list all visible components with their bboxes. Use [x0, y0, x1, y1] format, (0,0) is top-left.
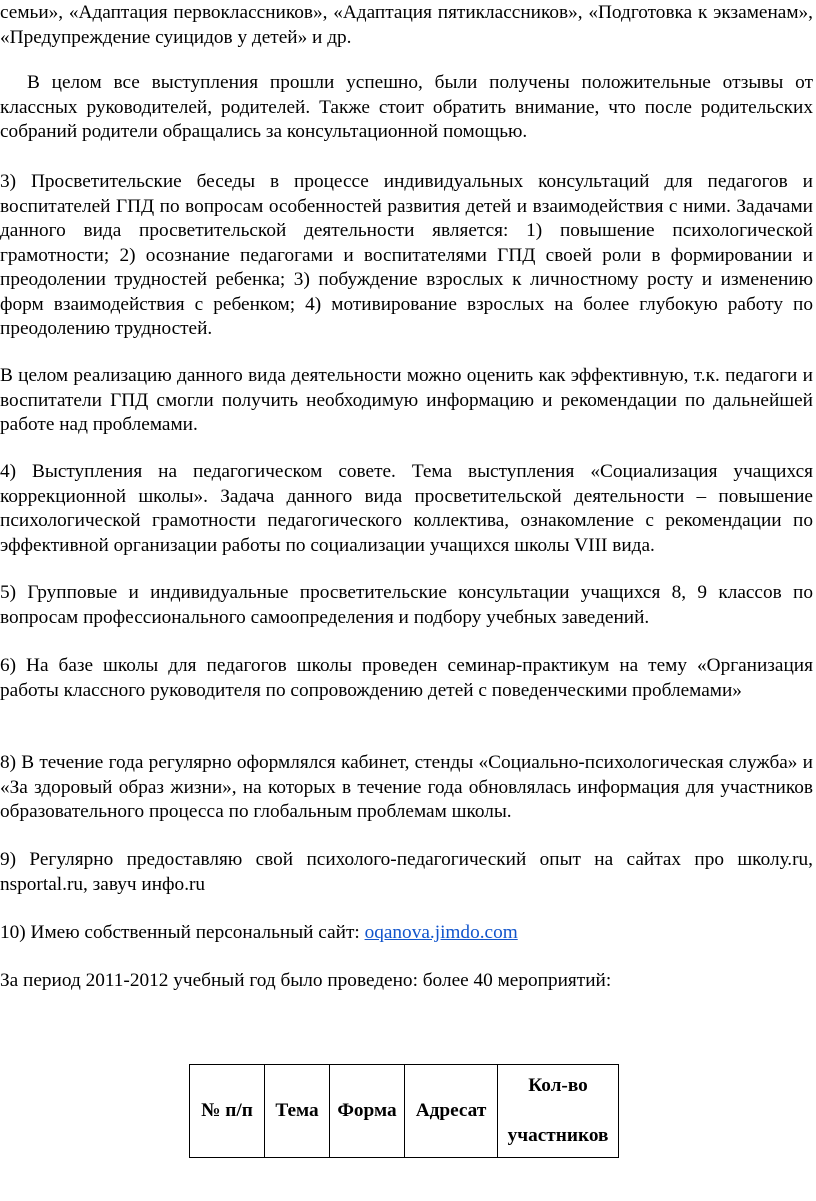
paragraph-item-5: 5) Групповые и индивидуальные просветительские консультации учащихся 8, 9 классов по вопросам профессионального самоопределения и подбору учебных заведений. — [0, 582, 813, 628]
header-addressee: Адресат — [405, 1065, 498, 1158]
paragraph-item-10 — [0, 921, 813, 946]
paragraph-item-6: 6) На базе школы для педагогов школы проведен семинар-практикум на тему «Организация работы классного руководителя по сопровождению детей с поведенческими проблемами» — [0, 655, 813, 701]
item-10-text: 10) Имею собственный персональный сайт: — [0, 922, 365, 943]
paragraph-item-8: 8) В течение года регулярно оформлялся кабинет, стенды «Социально-психологическая служба» и «За здоровый образ жизни», на которых в течение года обновлялась информация для участников образовательного процесса по глобальным проблемам школы. — [0, 752, 813, 822]
header-participants-count — [498, 1065, 619, 1158]
header-number: № п/п — [190, 1065, 265, 1158]
header-form: Форма — [330, 1065, 405, 1158]
events-table — [189, 1064, 619, 1158]
paragraph-item-9: 9) Регулярно предоставляю свой психолого-педагогический опыт на сайтах про школу.ru, nsportal.ru, завуч инфо.ru — [0, 849, 813, 895]
paragraph-events-count: За период 2011-2012 учебный год было проведено: более 40 мероприятий: — [0, 970, 612, 991]
paragraph-intro-continuation: семьи», «Адаптация первоклассников», «Адаптация пятиклассников», «Подготовка к экзаменам», «Предупреждение суицидов у детей» и др. — [0, 2, 813, 48]
personal-site-link[interactable]: oqanova.jimdo.com — [364, 922, 518, 943]
table-header-row — [190, 1065, 619, 1158]
paragraph-speeches-summary: В целом все выступления прошли успешно, были получены положительные отзывы от классных руководителей, родителей. Также стоит обратить внимание, что после родительских собраний родители обращались за консультационной помощью. — [0, 72, 813, 142]
header-topic: Тема — [265, 1065, 330, 1158]
paragraph-item-4: 4) Выступления на педагогическом совете. Тема выступления «Социализация учащихся коррекционной школы». Задача данного вида просветительской деятельности – повышение психологической грамотности педагогического коллектива, ознакомление с рекомендации по эффективной организации работы по социализации учащихся школы VIII вида. — [0, 461, 813, 556]
header-count-line1: Кол-во — [528, 1075, 588, 1096]
header-count-line2: участников — [507, 1125, 609, 1146]
paragraph-effectiveness: В целом реализацию данного вида деятельности можно оценить как эффективную, т.к. педагоги и воспитатели ГПД смогли получить необходимую информацию и рекомендации по дальнейшей работе над проблемами. — [0, 365, 813, 435]
paragraph-item-3: 3) Просветительские беседы в процессе индивидуальных консультаций для педагогов и воспитателей ГПД по вопросам особенностей развития детей и взаимодействия с ними. Задачами данного вида просветительской деятельности является: 1) повышение психологической грамотности; 2) осознание педагогами и воспитателями ГПД своей роли в формировании и преодолении трудностей ребенка; 3) побуждение взрослых к личностному росту и изменению форм взаимодействия с ребенком; 4) мотивирование взрослых на более глубокую работу по преодолению трудностей. — [0, 171, 813, 339]
